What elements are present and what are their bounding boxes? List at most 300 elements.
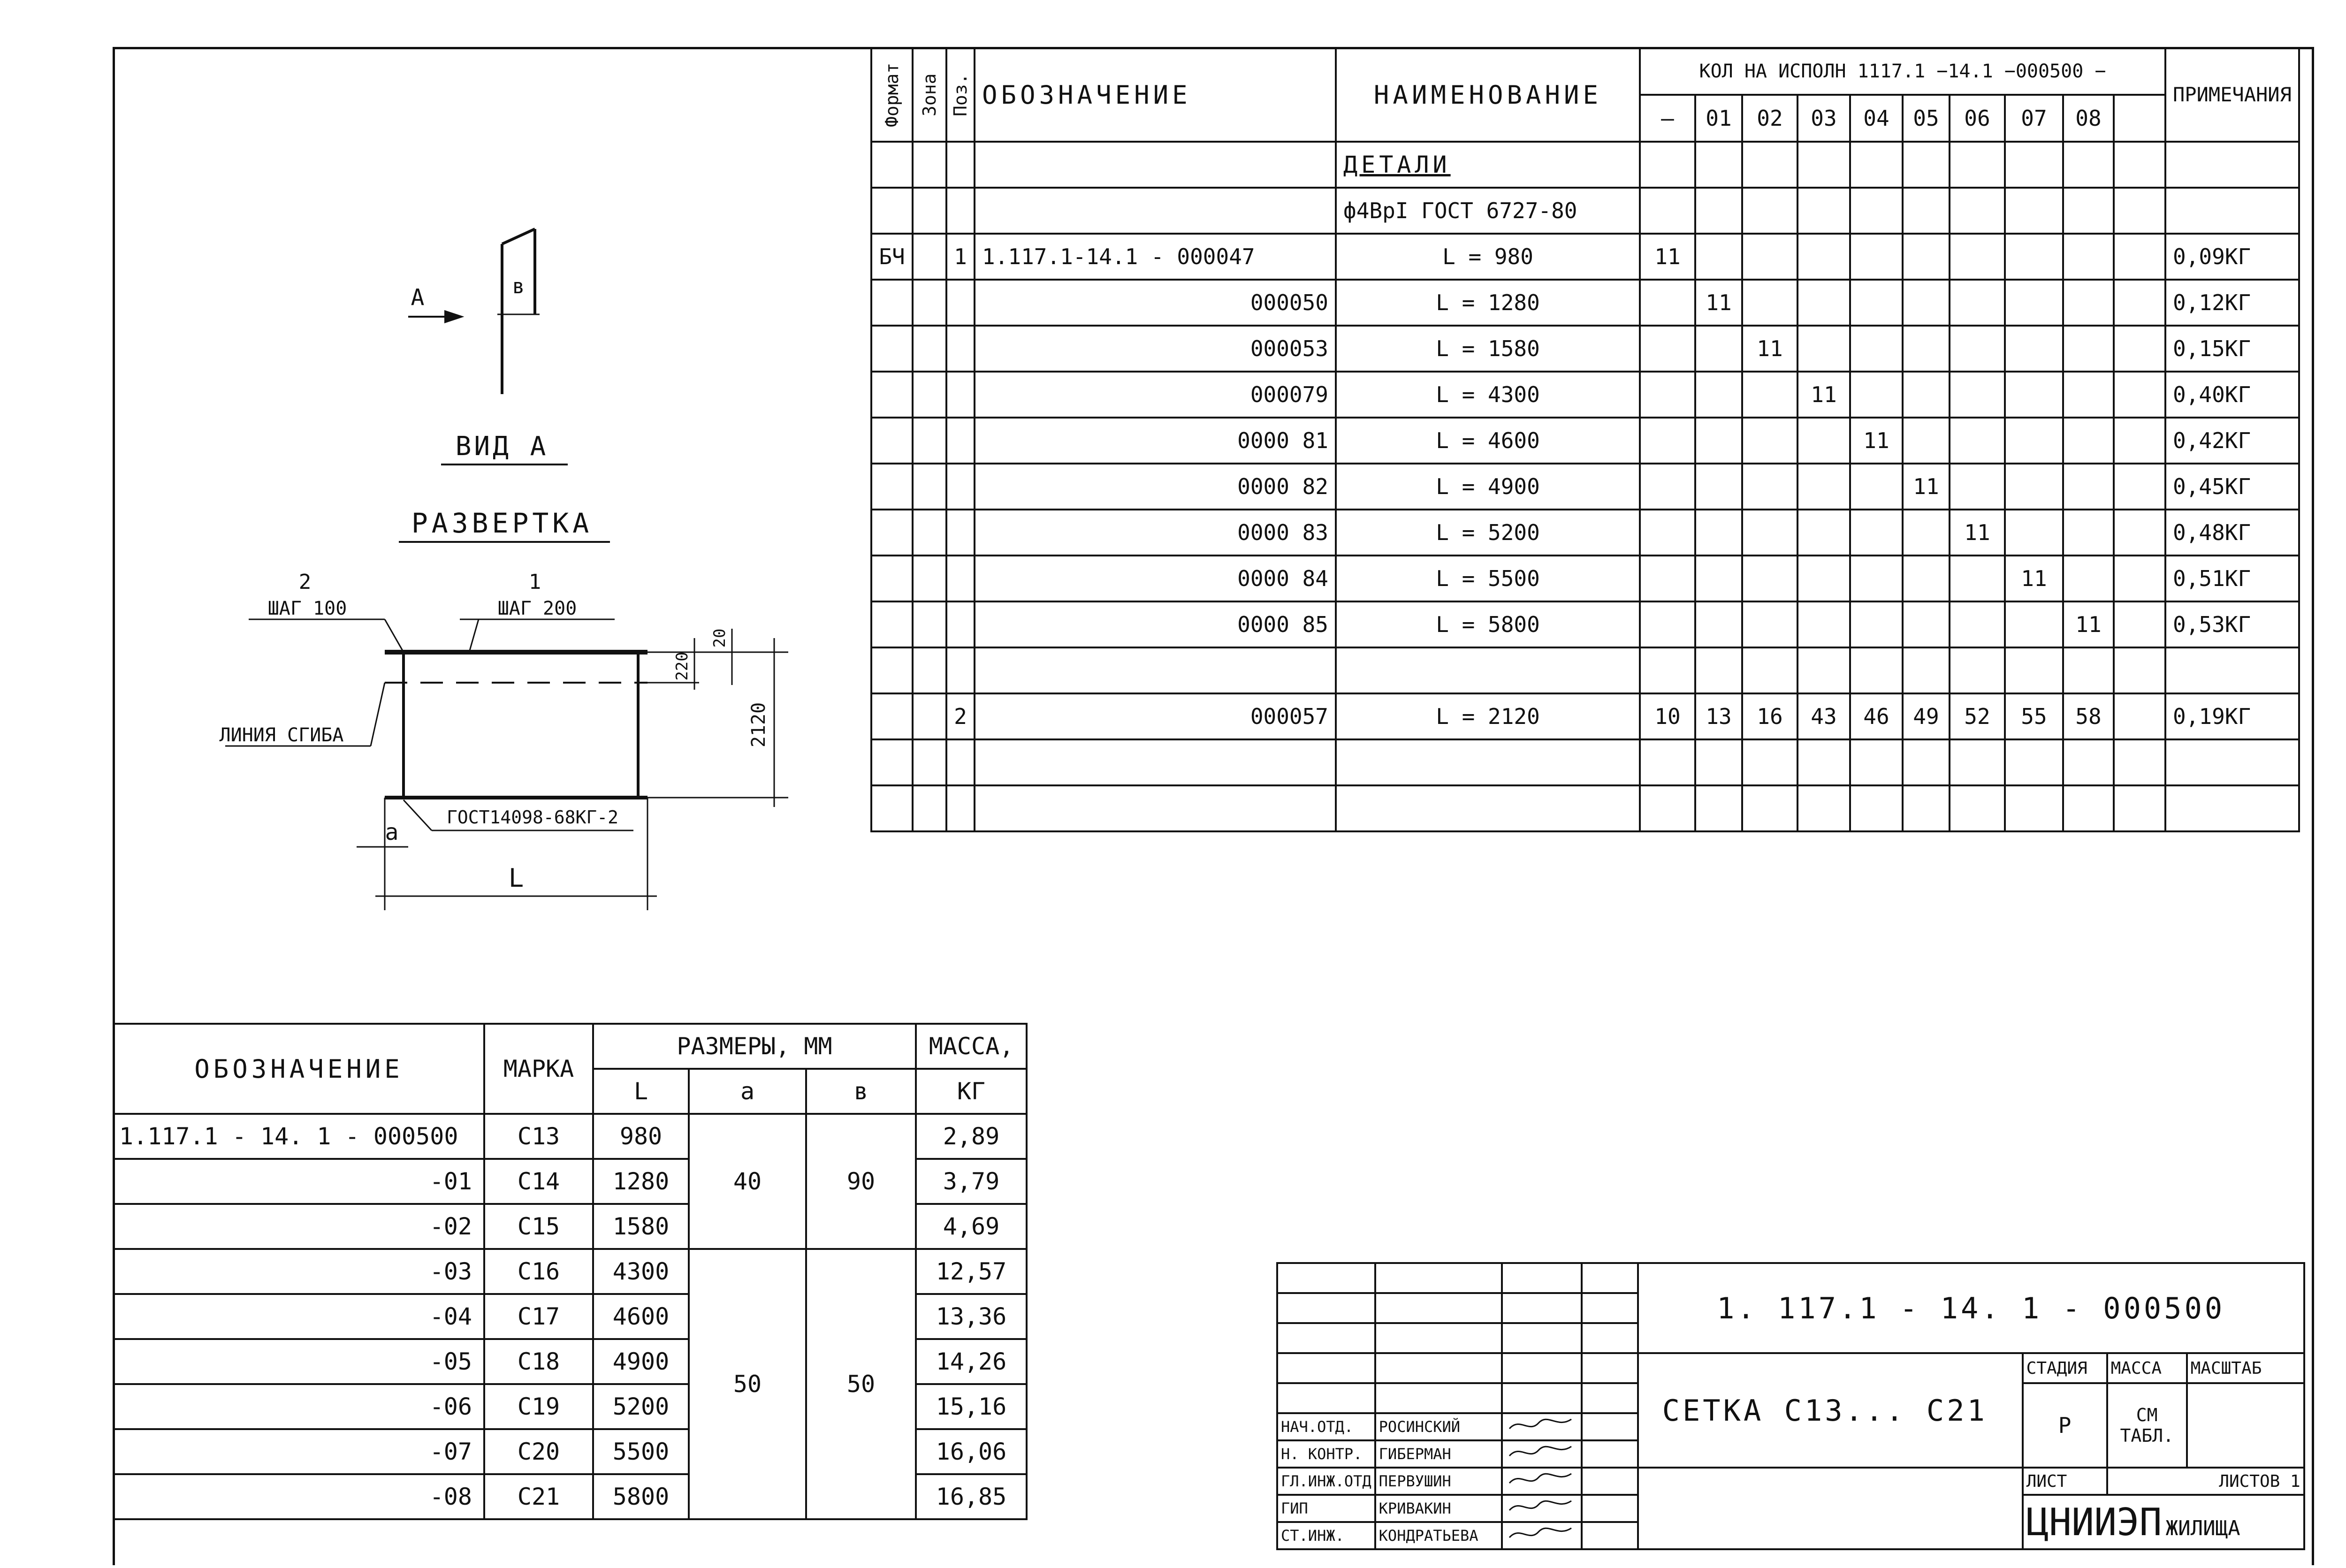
spec-qty (2005, 372, 2063, 418)
spec-qty (2063, 326, 2114, 372)
spec-name: L = 2120 (1336, 693, 1640, 739)
mass-value: 13,36 (916, 1294, 1027, 1339)
spec-pos (946, 510, 975, 556)
spec-qty (2114, 234, 2165, 280)
spec-qty (1640, 739, 1695, 785)
col-designation: ОБОЗНАЧЕНИЕ (975, 48, 1336, 142)
spec-zone (913, 556, 946, 601)
spec-format (871, 647, 913, 693)
spec-qty (2063, 234, 2114, 280)
mass-designation: -06 (114, 1384, 484, 1429)
spec-qty: 11 (2063, 601, 2114, 647)
spec-zone (913, 601, 946, 647)
spec-qty (1742, 418, 1798, 464)
mass-b: 50 (806, 1249, 916, 1519)
signature-scribble (1506, 1469, 1576, 1490)
spec-row (871, 372, 2299, 418)
spec-format (871, 418, 913, 464)
unfold-title: РАЗВЕРТКА (411, 507, 593, 539)
spec-qty (1640, 556, 1695, 601)
spec-qty: 46 (1850, 693, 1903, 739)
h-mark: МАРКА (484, 1024, 593, 1114)
spec-zone (913, 418, 946, 464)
spec-qty (2114, 372, 2165, 418)
spec-row (871, 510, 2299, 556)
spec-zone (913, 785, 946, 831)
spec-qty: 52 (1950, 693, 2005, 739)
spec-format (871, 464, 913, 510)
dim-220: 220 (673, 652, 692, 681)
section-title (1336, 142, 1640, 188)
signer-name: РОСИНСКИЙ (1375, 1413, 1502, 1440)
qty-col-header: 03 (1798, 95, 1850, 142)
spec-qty (1798, 234, 1850, 280)
mass-mark: С13 (484, 1114, 593, 1159)
mass-value: 4,69 (916, 1204, 1027, 1249)
spec-qty (2114, 418, 2165, 464)
spec-designation: 1.117.1-14.1 - 000047 (975, 234, 1336, 280)
spec-qty (1798, 556, 1850, 601)
spec-name: L = 4900 (1336, 464, 1640, 510)
spec-qty (1950, 601, 2005, 647)
signer-role: Н. КОНТР. (1277, 1440, 1375, 1468)
spec-note (2165, 739, 2299, 785)
spec-qty: 11 (1798, 372, 1850, 418)
h-mass-unit: КГ (916, 1069, 1027, 1114)
spec-qty: 11 (1640, 234, 1695, 280)
mass-designation: -04 (114, 1294, 484, 1339)
spec-qty (1640, 418, 1695, 464)
mass-row (114, 1114, 1027, 1159)
spec-designation: 0000 84 (975, 556, 1336, 601)
weld-note: ГОСТ14098-68КГ-2 (446, 807, 619, 828)
col-zone: Зона (913, 48, 946, 142)
spec-note: 0,53КГ (2165, 601, 2299, 647)
drawing-title: СЕТКА С13... С21 (1638, 1353, 2023, 1468)
spec-qty (1850, 234, 1903, 280)
spec-qty (1640, 464, 1695, 510)
spec-pos (946, 601, 975, 647)
spec-name: L = 5200 (1336, 510, 1640, 556)
mass-label: МАССА (2107, 1353, 2187, 1383)
spec-qty (1742, 556, 1798, 601)
mass-mark: С20 (484, 1429, 593, 1474)
col-qty-title: КОЛ НА ИСПОЛН 1117.1 −14.1 −000500 − (1640, 48, 2165, 95)
spec-qty: 58 (2063, 693, 2114, 739)
spec-name: L = 4300 (1336, 372, 1640, 418)
spec-qty (1695, 647, 1742, 693)
spec-qty: 13 (1695, 693, 1742, 739)
spec-qty (1903, 280, 1950, 326)
spec-qty (1850, 464, 1903, 510)
dim-a: а (385, 819, 399, 845)
mass-value: 15,16 (916, 1384, 1027, 1429)
signature (1502, 1495, 1582, 1522)
spec-qty (1640, 647, 1695, 693)
spec-zone (913, 234, 946, 280)
spec-designation (975, 647, 1336, 693)
mass-designation: -03 (114, 1249, 484, 1294)
spec-qty (2005, 601, 2063, 647)
qty-col-header: 05 (1903, 95, 1950, 142)
spec-pos (946, 464, 975, 510)
spec-qty (2114, 693, 2165, 739)
spec-qty (2063, 280, 2114, 326)
mass-a: 40 (689, 1114, 806, 1249)
mass-mark: С21 (484, 1474, 593, 1519)
spec-qty: 10 (1640, 693, 1695, 739)
signature-scribble (1506, 1496, 1576, 1517)
spec-qty (1850, 647, 1903, 693)
spec-qty (1850, 510, 1903, 556)
spec-qty (2114, 647, 2165, 693)
spec-qty (2063, 464, 2114, 510)
spec-qty (1640, 280, 1695, 326)
spec-zone (913, 510, 946, 556)
spec-qty (1798, 464, 1850, 510)
spec-pos: 1 (946, 234, 975, 280)
spec-zone (913, 647, 946, 693)
spec-designation: 000050 (975, 280, 1336, 326)
spec-qty (1798, 785, 1850, 831)
spec-name (1336, 739, 1640, 785)
mass-L: 980 (593, 1114, 689, 1159)
spec-qty: 49 (1903, 693, 1950, 739)
spec-qty (2114, 326, 2165, 372)
spec-qty (1640, 785, 1695, 831)
spec-row (871, 326, 2299, 372)
spec-qty: 11 (1742, 326, 1798, 372)
spec-qty: 11 (1695, 280, 1742, 326)
spec-qty (1742, 372, 1798, 418)
spec-note: 0,42КГ (2165, 418, 2299, 464)
scale-label: МАСШТАБ (2187, 1353, 2304, 1383)
spec-qty (1742, 601, 1798, 647)
mass-mark: С15 (484, 1204, 593, 1249)
spec-format (871, 372, 913, 418)
mass-mark: С14 (484, 1159, 593, 1204)
spec-pos (946, 372, 975, 418)
signature-scribble (1506, 1415, 1576, 1435)
qty-col-header: 06 (1950, 95, 2005, 142)
spec-pos (946, 556, 975, 601)
mass-table (113, 1023, 1028, 1520)
spec-format: БЧ (871, 234, 913, 280)
spec-qty (1903, 372, 1950, 418)
spec-qty: 11 (1950, 510, 2005, 556)
spec-qty (1850, 280, 1903, 326)
spec-qty (1640, 326, 1695, 372)
title-block (1276, 1262, 2305, 1550)
signer-role: ГИП (1277, 1495, 1375, 1522)
spec-qty (2005, 234, 2063, 280)
mass-value: 14,26 (916, 1339, 1027, 1384)
spec-qty (1640, 601, 1695, 647)
mass-value: 16,06 (916, 1429, 1027, 1474)
h-a: а (689, 1069, 806, 1114)
spec-note (2165, 647, 2299, 693)
spec-qty (1950, 234, 2005, 280)
spec-row (871, 693, 2299, 739)
mass-L: 4300 (593, 1249, 689, 1294)
spec-qty (1903, 510, 1950, 556)
spec-qty (1742, 785, 1798, 831)
mass-L: 4900 (593, 1339, 689, 1384)
signer-name: КРИВАКИН (1375, 1495, 1502, 1522)
spec-note: 0,15КГ (2165, 326, 2299, 372)
spec-qty (2063, 647, 2114, 693)
bend-line-label: ЛИНИЯ СГИБА (219, 724, 344, 746)
spec-qty (2005, 418, 2063, 464)
spec-qty (1850, 785, 1903, 831)
spec-zone (913, 739, 946, 785)
material-spec: ф4ВрI ГОСТ 6727-80 (1336, 188, 1640, 234)
dim-L: L (508, 863, 524, 893)
spec-qty (2063, 418, 2114, 464)
spec-designation: 0000 82 (975, 464, 1336, 510)
signature (1502, 1440, 1582, 1468)
spec-row (871, 601, 2299, 647)
mass-row (114, 1249, 1027, 1294)
sheets-label: ЛИСТОВ 1 (2107, 1468, 2304, 1495)
spec-qty (1798, 326, 1850, 372)
spec-name: L = 1580 (1336, 326, 1640, 372)
qty-col-header (2114, 95, 2165, 142)
view-a-title: ВИД А (455, 431, 549, 462)
spec-qty (2114, 556, 2165, 601)
mass-designation: -02 (114, 1204, 484, 1249)
spec-qty (1903, 234, 1950, 280)
bar1-label: 1 (528, 570, 541, 594)
spec-designation: 000057 (975, 693, 1336, 739)
qty-col-header: 08 (2063, 95, 2114, 142)
spec-name: L = 5500 (1336, 556, 1640, 601)
spec-qty (1850, 739, 1903, 785)
spec-qty (2114, 280, 2165, 326)
spec-qty (2005, 464, 2063, 510)
spec-designation: 0000 85 (975, 601, 1336, 647)
spec-note: 0,40КГ (2165, 372, 2299, 418)
doc-code: 1. 117.1 - 14. 1 - 000500 (1638, 1263, 2304, 1353)
spec-designation: 000079 (975, 372, 1336, 418)
dim-20: 20 (710, 628, 729, 648)
spec-qty (2114, 785, 2165, 831)
spec-qty (1742, 464, 1798, 510)
spec-format (871, 510, 913, 556)
col-pos: Поз. (946, 48, 975, 142)
spec-qty (1695, 601, 1742, 647)
spec-qty (1903, 326, 1950, 372)
spec-pos (946, 739, 975, 785)
col-name: НАИМЕНОВАНИЕ (1336, 48, 1640, 142)
spec-qty (2005, 739, 2063, 785)
mass-value: 3,79 (916, 1159, 1027, 1204)
mass-L: 1580 (593, 1204, 689, 1249)
spec-qty (1903, 739, 1950, 785)
qty-col-header: 01 (1695, 95, 1742, 142)
spec-qty (1742, 510, 1798, 556)
spec-qty (1850, 556, 1903, 601)
mass-mark: С16 (484, 1249, 593, 1294)
qty-col-header: — (1640, 95, 1695, 142)
spec-zone (913, 372, 946, 418)
spec-format (871, 326, 913, 372)
spec-note: 0,09КГ (2165, 234, 2299, 280)
spec-qty (2005, 280, 2063, 326)
section-title-text: ДЕТАЛИ (1343, 151, 1451, 178)
spec-qty: 55 (2005, 693, 2063, 739)
signer-name: ПЕРВУШИН (1375, 1468, 1502, 1495)
spec-qty: 43 (1798, 693, 1850, 739)
spec-qty (1742, 280, 1798, 326)
signer-name: ГИБЕРМАН (1375, 1440, 1502, 1468)
spec-qty (1950, 280, 2005, 326)
spec-qty (2005, 510, 2063, 556)
spec-format (871, 556, 913, 601)
spec-qty (1798, 601, 1850, 647)
mass-designation: 1.117.1 - 14. 1 - 000500 (114, 1114, 484, 1159)
h-b: в (806, 1069, 916, 1114)
signature (1502, 1468, 1582, 1495)
signer-role: СТ.ИНЖ. (1277, 1522, 1375, 1549)
signer-role: ГЛ.ИНЖ.ОТД (1277, 1468, 1375, 1495)
dim-b-label: в (512, 274, 525, 298)
spec-qty (1742, 647, 1798, 693)
mass-value: СМ ТАБЛ. (2107, 1383, 2187, 1468)
mass-value: 16,85 (916, 1474, 1027, 1519)
spec-qty (1850, 372, 1903, 418)
spec-qty (1903, 418, 1950, 464)
spec-designation: 0000 83 (975, 510, 1336, 556)
qty-col-header: 07 (2005, 95, 2063, 142)
spec-pos (946, 647, 975, 693)
mass-L: 5800 (593, 1474, 689, 1519)
org-main: ЦНИИЭП (2026, 1500, 2162, 1544)
spec-qty (1903, 601, 1950, 647)
spec-qty (1640, 372, 1695, 418)
spec-note: 0,12КГ (2165, 280, 2299, 326)
h-mass: МАССА, (916, 1024, 1027, 1069)
spec-qty (1695, 510, 1742, 556)
spec-qty (2063, 510, 2114, 556)
spec-qty (1695, 785, 1742, 831)
mass-designation: -01 (114, 1159, 484, 1204)
spec-qty (1695, 326, 1742, 372)
spec-name: L = 4600 (1336, 418, 1640, 464)
spec-qty (2063, 556, 2114, 601)
spec-row (871, 647, 2299, 693)
spec-format (871, 601, 913, 647)
spec-format (871, 280, 913, 326)
spec-qty (2005, 326, 2063, 372)
spec-note: 0,51КГ (2165, 556, 2299, 601)
spec-qty (1850, 326, 1903, 372)
spec-qty (1903, 556, 1950, 601)
spec-qty (1742, 234, 1798, 280)
spec-qty (1695, 556, 1742, 601)
spec-pos (946, 280, 975, 326)
spec-zone (913, 693, 946, 739)
stage-value: Р (2023, 1383, 2107, 1468)
spec-qty (1950, 326, 2005, 372)
bending-drawing (178, 216, 788, 967)
spec-name: L = 1280 (1336, 280, 1640, 326)
mass-L: 1280 (593, 1159, 689, 1204)
spec-pos (946, 418, 975, 464)
spec-qty (1695, 739, 1742, 785)
bar2-label: 2 (298, 570, 312, 594)
signer-role: НАЧ.ОТД. (1277, 1413, 1375, 1440)
spec-qty: 11 (1903, 464, 1950, 510)
mass-L: 5500 (593, 1429, 689, 1474)
spec-row (871, 785, 2299, 831)
spec-designation: 0000 81 (975, 418, 1336, 464)
spec-qty (2063, 785, 2114, 831)
h-sizes: РАЗМЕРЫ, ММ (593, 1024, 916, 1069)
mass-mark: С17 (484, 1294, 593, 1339)
spec-designation (975, 739, 1336, 785)
h-designation: ОБОЗНАЧЕНИЕ (114, 1024, 484, 1114)
spec-qty (2005, 785, 2063, 831)
mass-b: 90 (806, 1114, 916, 1249)
mass-designation: -08 (114, 1474, 484, 1519)
org-block (2023, 1495, 2304, 1549)
spec-note: 0,45КГ (2165, 464, 2299, 510)
spec-qty (1950, 556, 2005, 601)
sheet-label: ЛИСТ (2023, 1468, 2107, 1495)
spec-qty (1798, 739, 1850, 785)
spec-zone (913, 326, 946, 372)
spec-note: 0,19КГ (2165, 693, 2299, 739)
dim-2120: 2120 (748, 702, 769, 748)
spec-zone (913, 464, 946, 510)
spec-row (871, 234, 2299, 280)
spec-qty (2114, 510, 2165, 556)
spec-qty (1950, 785, 2005, 831)
spec-qty (2114, 601, 2165, 647)
col-format: Формат (871, 48, 913, 142)
spec-row (871, 739, 2299, 785)
spec-qty (1850, 601, 1903, 647)
spec-qty (1903, 647, 1950, 693)
signer-name: КОНДРАТЬЕВА (1375, 1522, 1502, 1549)
spec-qty: 16 (1742, 693, 1798, 739)
view-arrow-label: А (411, 284, 425, 311)
signature (1502, 1413, 1582, 1440)
mass-designation: -07 (114, 1429, 484, 1474)
spec-name: L = 980 (1336, 234, 1640, 280)
spec-format (871, 693, 913, 739)
spec-qty (1950, 739, 2005, 785)
spec-qty: 11 (1850, 418, 1903, 464)
spec-name: L = 5800 (1336, 601, 1640, 647)
spec-zone (913, 280, 946, 326)
mass-value: 2,89 (916, 1114, 1027, 1159)
spec-qty (1903, 785, 1950, 831)
spec-qty (2114, 464, 2165, 510)
spec-qty (2063, 739, 2114, 785)
spec-row (871, 280, 2299, 326)
spec-qty (1950, 372, 2005, 418)
qty-col-header: 02 (1742, 95, 1798, 142)
spec-qty (1798, 418, 1850, 464)
spec-qty (1695, 234, 1742, 280)
spec-qty (1695, 372, 1742, 418)
spec-qty (1640, 510, 1695, 556)
org-sub: ЖИЛИЩА (2165, 1516, 2240, 1540)
spec-designation (975, 785, 1336, 831)
spec-qty (1950, 647, 2005, 693)
